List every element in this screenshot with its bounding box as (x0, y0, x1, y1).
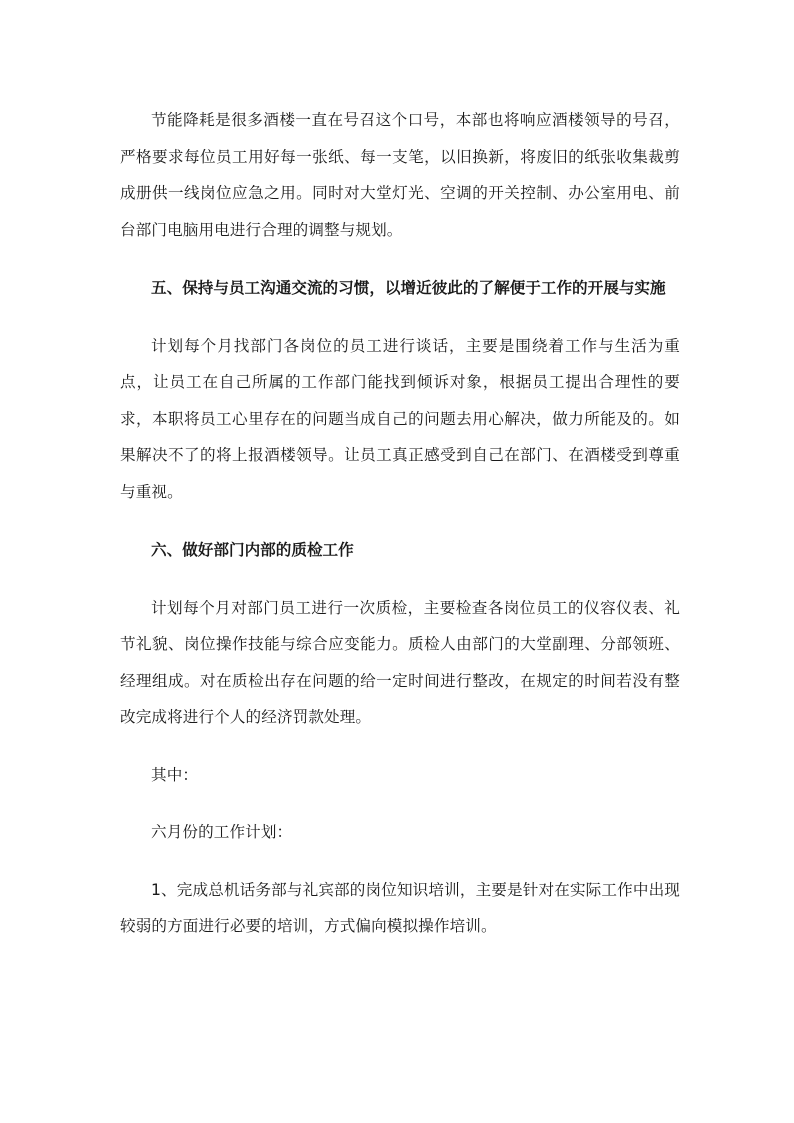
paragraph-spacer (120, 248, 680, 270)
paragraph-spacer (120, 851, 680, 872)
section-heading-five: 五、保持与员工沟通交流的习惯，以增近彼此的了解便于工作的开展与实施 (151, 279, 666, 297)
paragraph-energy-saving: 节能降耗是很多酒楼一直在号召这个口号，本部也将响应酒楼领导的号召，严格要求每位员工用好每一张纸、每一支笔，以旧换新，将废旧的纸张收集裁剪成册供一线岗位应急之用。同时对大堂灯光、空调的开关控制、办公室用电、前台部门电脑用电进行合理的调整与规划。 (120, 111, 680, 239)
paragraph-spacer (120, 307, 680, 328)
paragraph-among: 其中： (151, 765, 199, 784)
paragraph-spacer (120, 736, 680, 757)
paragraph-spacer (120, 569, 680, 590)
paragraph-quality-inspection: 计划每个月对部门员工进行一次质检，主要检查各岗位员工的仪容仪表、礼节礼貌、岗位操作技能与综合应变能力。质检人由部门的大堂副理、分部领班、经理组成。对在质检出存在问题的给一定时间进行整改，在规定的时间若没有整改完成将进行个人的经济罚款处理。 (120, 598, 680, 726)
section-heading-six: 六、做好部门内部的质检工作 (151, 541, 354, 559)
paragraph-plan-item-1: 1、完成总机话务部与礼宾部的岗位知识培训，主要是针对在实际工作中出现较弱的方面进行必要的培训，方式偏向模拟操作培训。 (120, 880, 680, 935)
paragraph-june-plan: 六月份的工作计划： (151, 823, 293, 841)
document-body (120, 102, 680, 945)
paragraph-spacer (120, 510, 680, 532)
paragraph-spacer (120, 793, 680, 814)
paragraph-employee-talks: 计划每个月找部门各岗位的员工进行谈话，主要是围绕着工作与生活为重点，让员工在自己所属的工作部门能找到倾诉对象，根据员工提出合理性的要求，本职将员工心里存在的问题当成自己的问题去用心解决，做力所能及的。如果解决不了的将上报酒楼领导。让员工真正感受到自己在部门、在酒楼受到尊重与重视。 (120, 336, 680, 501)
